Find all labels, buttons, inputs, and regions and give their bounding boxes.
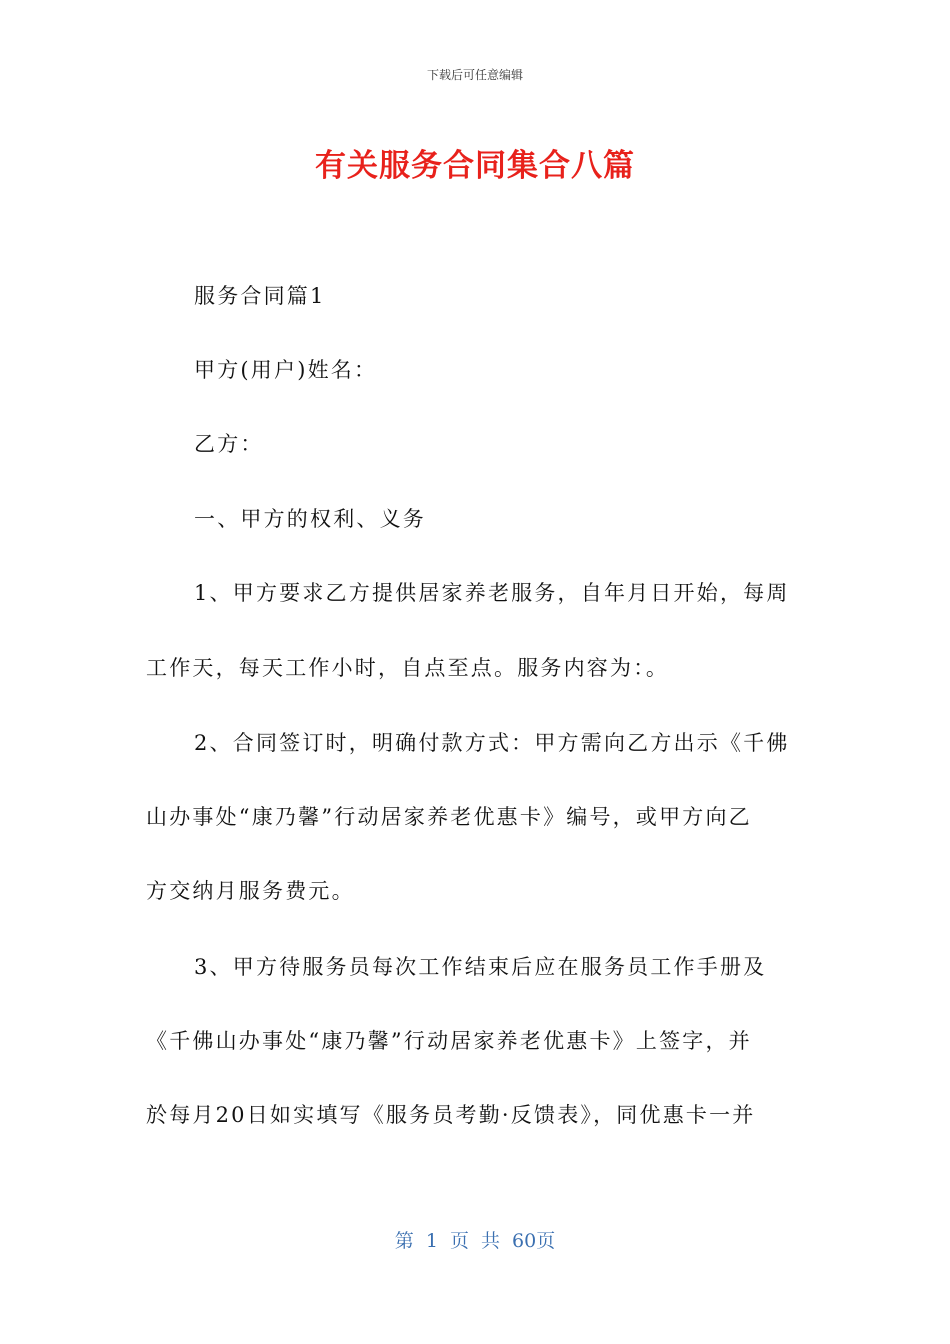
party-b-line: 乙方： (194, 432, 264, 456)
paragraph-line: 2、合同签订时，明确付款方式：甲方需向乙方出示《千佛 (194, 731, 790, 755)
paragraph-line: 《千佛山办事处“康乃馨”行动居家养老优惠卡》上签字，并 (146, 1029, 752, 1053)
download-note: 下载后可任意编辑 (426, 68, 523, 82)
party-a-line: 甲方(用户)姓名： (194, 358, 378, 382)
paragraph-line: 山办事处“康乃馨”行动居家养老优惠卡》编号，或甲方向乙 (146, 805, 752, 829)
document-title: 有关服务合同集合八篇 (315, 148, 635, 184)
paragraph-line: 工作天，每天工作小时，自点至点。服务内容为：。 (146, 656, 670, 680)
paragraph-line: 於每月20日如实填写《服务员考勤·反馈表》，同优惠卡一并 (146, 1103, 756, 1127)
paragraph-line: 方交纳月服务费元。 (146, 879, 355, 903)
clause-heading: 一、甲方的权利、义务 (194, 507, 426, 531)
page-indicator: 第 1 页 共 60页 (394, 1230, 556, 1252)
paragraph-line: 1、甲方要求乙方提供居家养老服务，自年月日开始，每周 (194, 581, 790, 605)
paragraph-line: 3、甲方待服务员每次工作结束后应在服务员工作手册及 (194, 955, 767, 979)
section-heading: 服务合同篇1 (194, 284, 326, 308)
